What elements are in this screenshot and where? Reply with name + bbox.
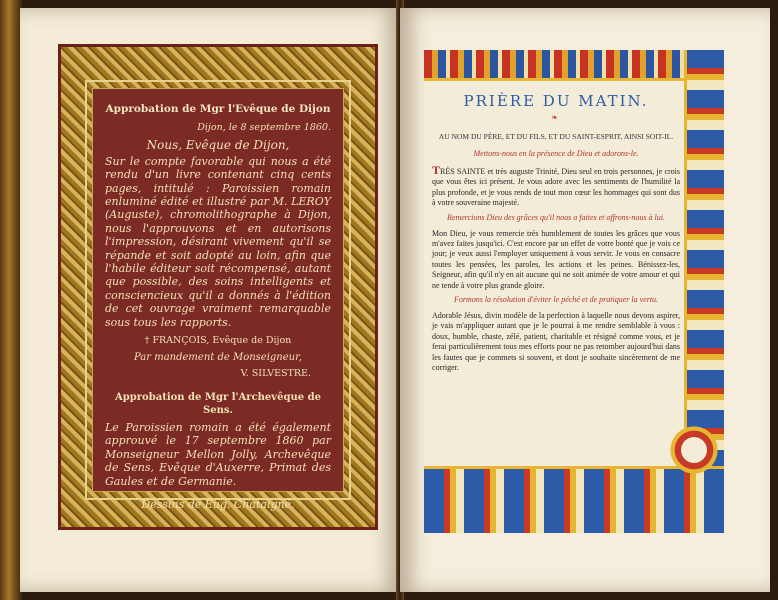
page-title: PRIÈRE DU MATIN. <box>463 92 649 110</box>
approbation-2-title: Approbation de Mgr l'Archevêque de Sens. <box>115 391 321 417</box>
invocation: AU NOM DU PÈRE, ET DU FILS, ET DU SAINT-ESPRIT, AINSI SOIT-IL. <box>438 132 674 141</box>
approbation-2-body: Le Paroissien romain a été également approuvé le 17 septembre 1860 par Monseigneur Mellon Jolly, Archevêque de Sens, Evêque d'Auxerre, Primat des Gaules et de Germanie. <box>105 421 331 488</box>
approbation-1-signature: † FRANÇOIS, Evêque de Dijon <box>144 335 292 347</box>
approbation-1-date: Dijon, le 8 septembre 1860. <box>197 121 331 133</box>
paragraph-3: Adorable Jésus, divin modèle de la perfection à laquelle nous devons aspirer, je vais m'appliquer autant que je le pourrai à me rendre semblable à vous : doux, humble, chaste, zélé, patient, charitable et résigné comme vous, et je ferai particulièrement tous mes efforts pour ne pas retomber aujourd'hui dans les fautes que je commets si souvent, et dont je souhaite sincèrement de me corriger. <box>432 311 680 373</box>
paragraph-1-text: RÈS SAINTE et très auguste Trinité, Dieu seul en trois personnes, je crois que vous êtes ici présent. Je vous adore avec les sentiments de l'humilité la plus profonde, et je vous rends de tout mon cœur les hommages qui sont dus à votre souveraine majesté. <box>432 167 680 208</box>
approbation-1-body: Sur le compte favorable qui nous a été rendu d'un livre contenant cinq cents pages, intitulé : Paroissien romain enluminé édité et illustré par M. LEROY (Auguste), chromolithographe à Dijon, nous l'approuvons et en autorisons l'impression, désirant vivement qu'il se répande et soit adopté au loin, afin que l'habile éditeur soit récompensé, autant que possible, des soins intelligents et consciencieux qu'il a donnés à l'édition de cet ouvrage vraiment remarquable sous tous les rapports. <box>105 154 331 329</box>
border-top-band <box>424 50 724 81</box>
book-spine <box>0 0 22 600</box>
paragraph-1 <box>432 165 680 209</box>
rubric-3: Formons la résolution d'éviter le péché et de pratiquer la vertu. <box>453 295 659 305</box>
illustration-credit: Dessins de Eug. Chataigné. <box>141 498 295 512</box>
approbation-1-mandate: Par mandement de Monseigneur, <box>134 351 302 363</box>
prayer-text-block <box>432 92 680 374</box>
drop-cap: T <box>432 163 441 177</box>
title-ornament: ❧ <box>551 113 561 122</box>
approbation-1-lead: Nous, Evêque de Dijon, <box>146 138 290 153</box>
border-corner-ornament <box>664 420 724 480</box>
rubric-1: Mettons-nous en la présence de Dieu et adorons-le. <box>473 149 639 158</box>
approbation-1-title: Approbation de Mgr l'Evêque de Dijon <box>105 103 331 115</box>
approbation-panel <box>92 88 344 512</box>
paragraph-2: Mon Dieu, je vous remercie très humblement de toutes les grâces que vous m'avez faites jusqu'ici. C'est encore par un effet de votre bonté que je vois ce jour; je veux aussi l'employer uniquement à vous servir. Je vous en consacre toutes les pensées, les paroles, les actions et les peines. Bénissez-les, Seigneur, afin qu'il n'y en ait aucune qui ne soit animée de votre amour et qui ne tende à votre plus grande gloire. <box>432 228 680 290</box>
rubric-2: Remercions Dieu des grâces qu'il nous a faites et offrons-nous à lui. <box>447 212 665 222</box>
approbation-1-secretary: V. SILVESTRE. <box>240 368 311 380</box>
